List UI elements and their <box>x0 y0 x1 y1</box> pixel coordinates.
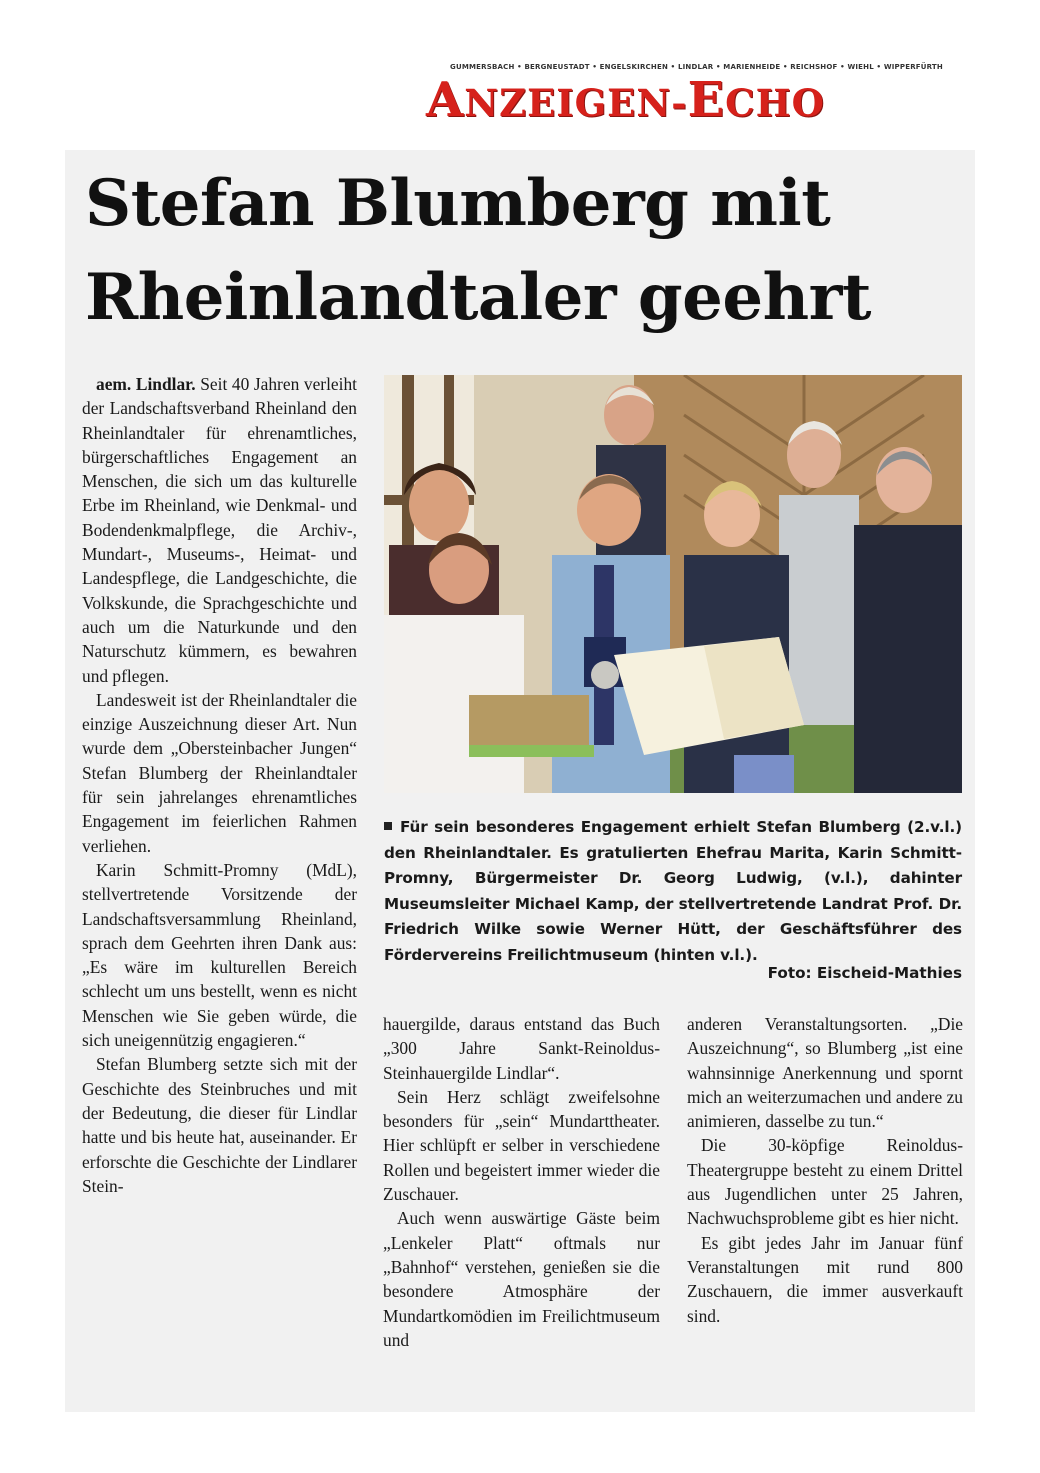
masthead-logo <box>426 72 825 128</box>
paragraph: Auch wenn auswärtige Gäste beim „Lenkeler Platt“ oftmals nur „Bahnhof“ verstehen, genießen sie die besondere Atmosphäre der Mundartkomödien im Freilichtmuseum und <box>383 1208 660 1350</box>
caption-bullet-icon <box>384 822 392 830</box>
paragraph: Karin Schmitt-Promny (MdL), stellvertretende Vorsitzende der Landschaftsversammlung Rheinland, sprach dem Geehrten ihren Dank aus: „Es wäre im kulturellen Bereich schlecht um uns bestellt, wenn es nicht Menschen wie Sie geben würde, die sich uneigennützig engagieren.“ <box>82 859 357 1051</box>
paragraph: Stefan Blumberg setzte sich mit der Geschichte des Steinbruches und mit der Bedeutung, die dieser für Lindlar hatte und bis heute hat, auseinander. Er erforschte die Geschichte der Lindlarer Stein- <box>82 1054 357 1196</box>
article-photo <box>384 375 962 793</box>
masthead <box>420 60 943 130</box>
photo-credit: Foto: Eischeid-Mathies <box>767 964 962 982</box>
headline-line-2: Rheinlandtaler geehrt <box>85 260 871 336</box>
paragraph <box>82 372 357 688</box>
paragraph-text: Seit 40 Jahren verleiht der Landschaftsverband Rheinland den Rheinlandtaler für ehrenamtliches, bürgerschaftliches Engagement an Menschen, die sich um das kulturelle Erbe im Rheinland, wie Denkmal- und Bodendenkmalpflege, die Archiv-, Mundart-, Museums-, Heimat- und Landespflege, die Landgeschichte, die Volkskunde, die Sprachgeschichte und auch um die Naturkunde und den Naturschutz kümmern, es bewahren und pflegen. <box>82 374 357 686</box>
masthead-towns: GUMMERSBACH • BERGNEUSTADT • ENGELSKIRCHEN • LINDLAR • MARIENHEIDE • REICHSHOF • WIEHL • WIPPERFÜRTH <box>450 63 943 71</box>
text-column-1 <box>82 372 357 1198</box>
logo-rest-e: CHO <box>725 81 825 125</box>
logo-rest-a: NZEIGEN- <box>464 81 688 125</box>
text-column-2 <box>383 1012 660 1352</box>
paragraph: Landesweit ist der Rheinlandtaler die einzige Auszeichnung dieser Art. Nun wurde dem „Obersteinbacher Jungen“ Stefan Blumberg der Rheinlandtaler für sein jahrelanges ehrenamtliches Engagement im feierlichen Rahmen verliehen. <box>82 689 357 856</box>
caption-text: Für sein besonderes Engagement erhielt Stefan Blumberg (2.v.l.) den Rheinlandtaler. Es gratulierten Ehefrau Marita, Karin Schmitt-Promny, Bürgermeister Dr. Georg Ludwig, (v.l.), dahinter Museumsleiter Michael Kamp, der stellvertretende Landrat Prof. Dr. Friedrich Wilke sowie Werner Hütt, der Geschäftsführer des Fördervereins Freilichtmuseum (hinten v.l.). <box>384 818 962 964</box>
paragraph: Es gibt jedes Jahr im Januar fünf Veranstaltungen mit rund 800 Zuschauern, die immer ausverkauft sind. <box>687 1232 963 1326</box>
logo-initial-e: E <box>687 72 726 128</box>
headline-line-1: Stefan Blumberg mit <box>85 166 831 241</box>
dateline: aem. Lindlar. <box>96 374 196 394</box>
photo-caption <box>384 815 962 968</box>
paragraph: hauergilde, daraus entstand das Buch „300 Jahre Sankt-Reinoldus-Steinhauergilde Lindlar“. <box>383 1014 660 1083</box>
group-photo-illustration <box>384 375 962 793</box>
text-column-3 <box>687 1012 963 1328</box>
paragraph: anderen Veranstaltungsorten. „Die Auszeichnung“, so Blumberg „ist eine wahnsinnige Anerkennung und spornt mich an weiterzumachen und andere zu animieren, dasselbe zu tun.“ <box>687 1014 963 1132</box>
paragraph: Sein Herz schlägt zweifelsohne besonders für „sein“ Mundarttheater. Hier schlüpft er selber in verschiedene Rollen und begeistert immer wieder die Zuschauer. <box>383 1086 660 1205</box>
paragraph: Die 30-köpfige Reinoldus-Theatergruppe besteht zu einem Drittel aus Jugendlichen unter 25 Jahren, Nachwuchsprobleme gibt es hier nicht. <box>687 1135 963 1229</box>
logo-initial-a: A <box>426 72 465 128</box>
headline <box>85 157 965 345</box>
